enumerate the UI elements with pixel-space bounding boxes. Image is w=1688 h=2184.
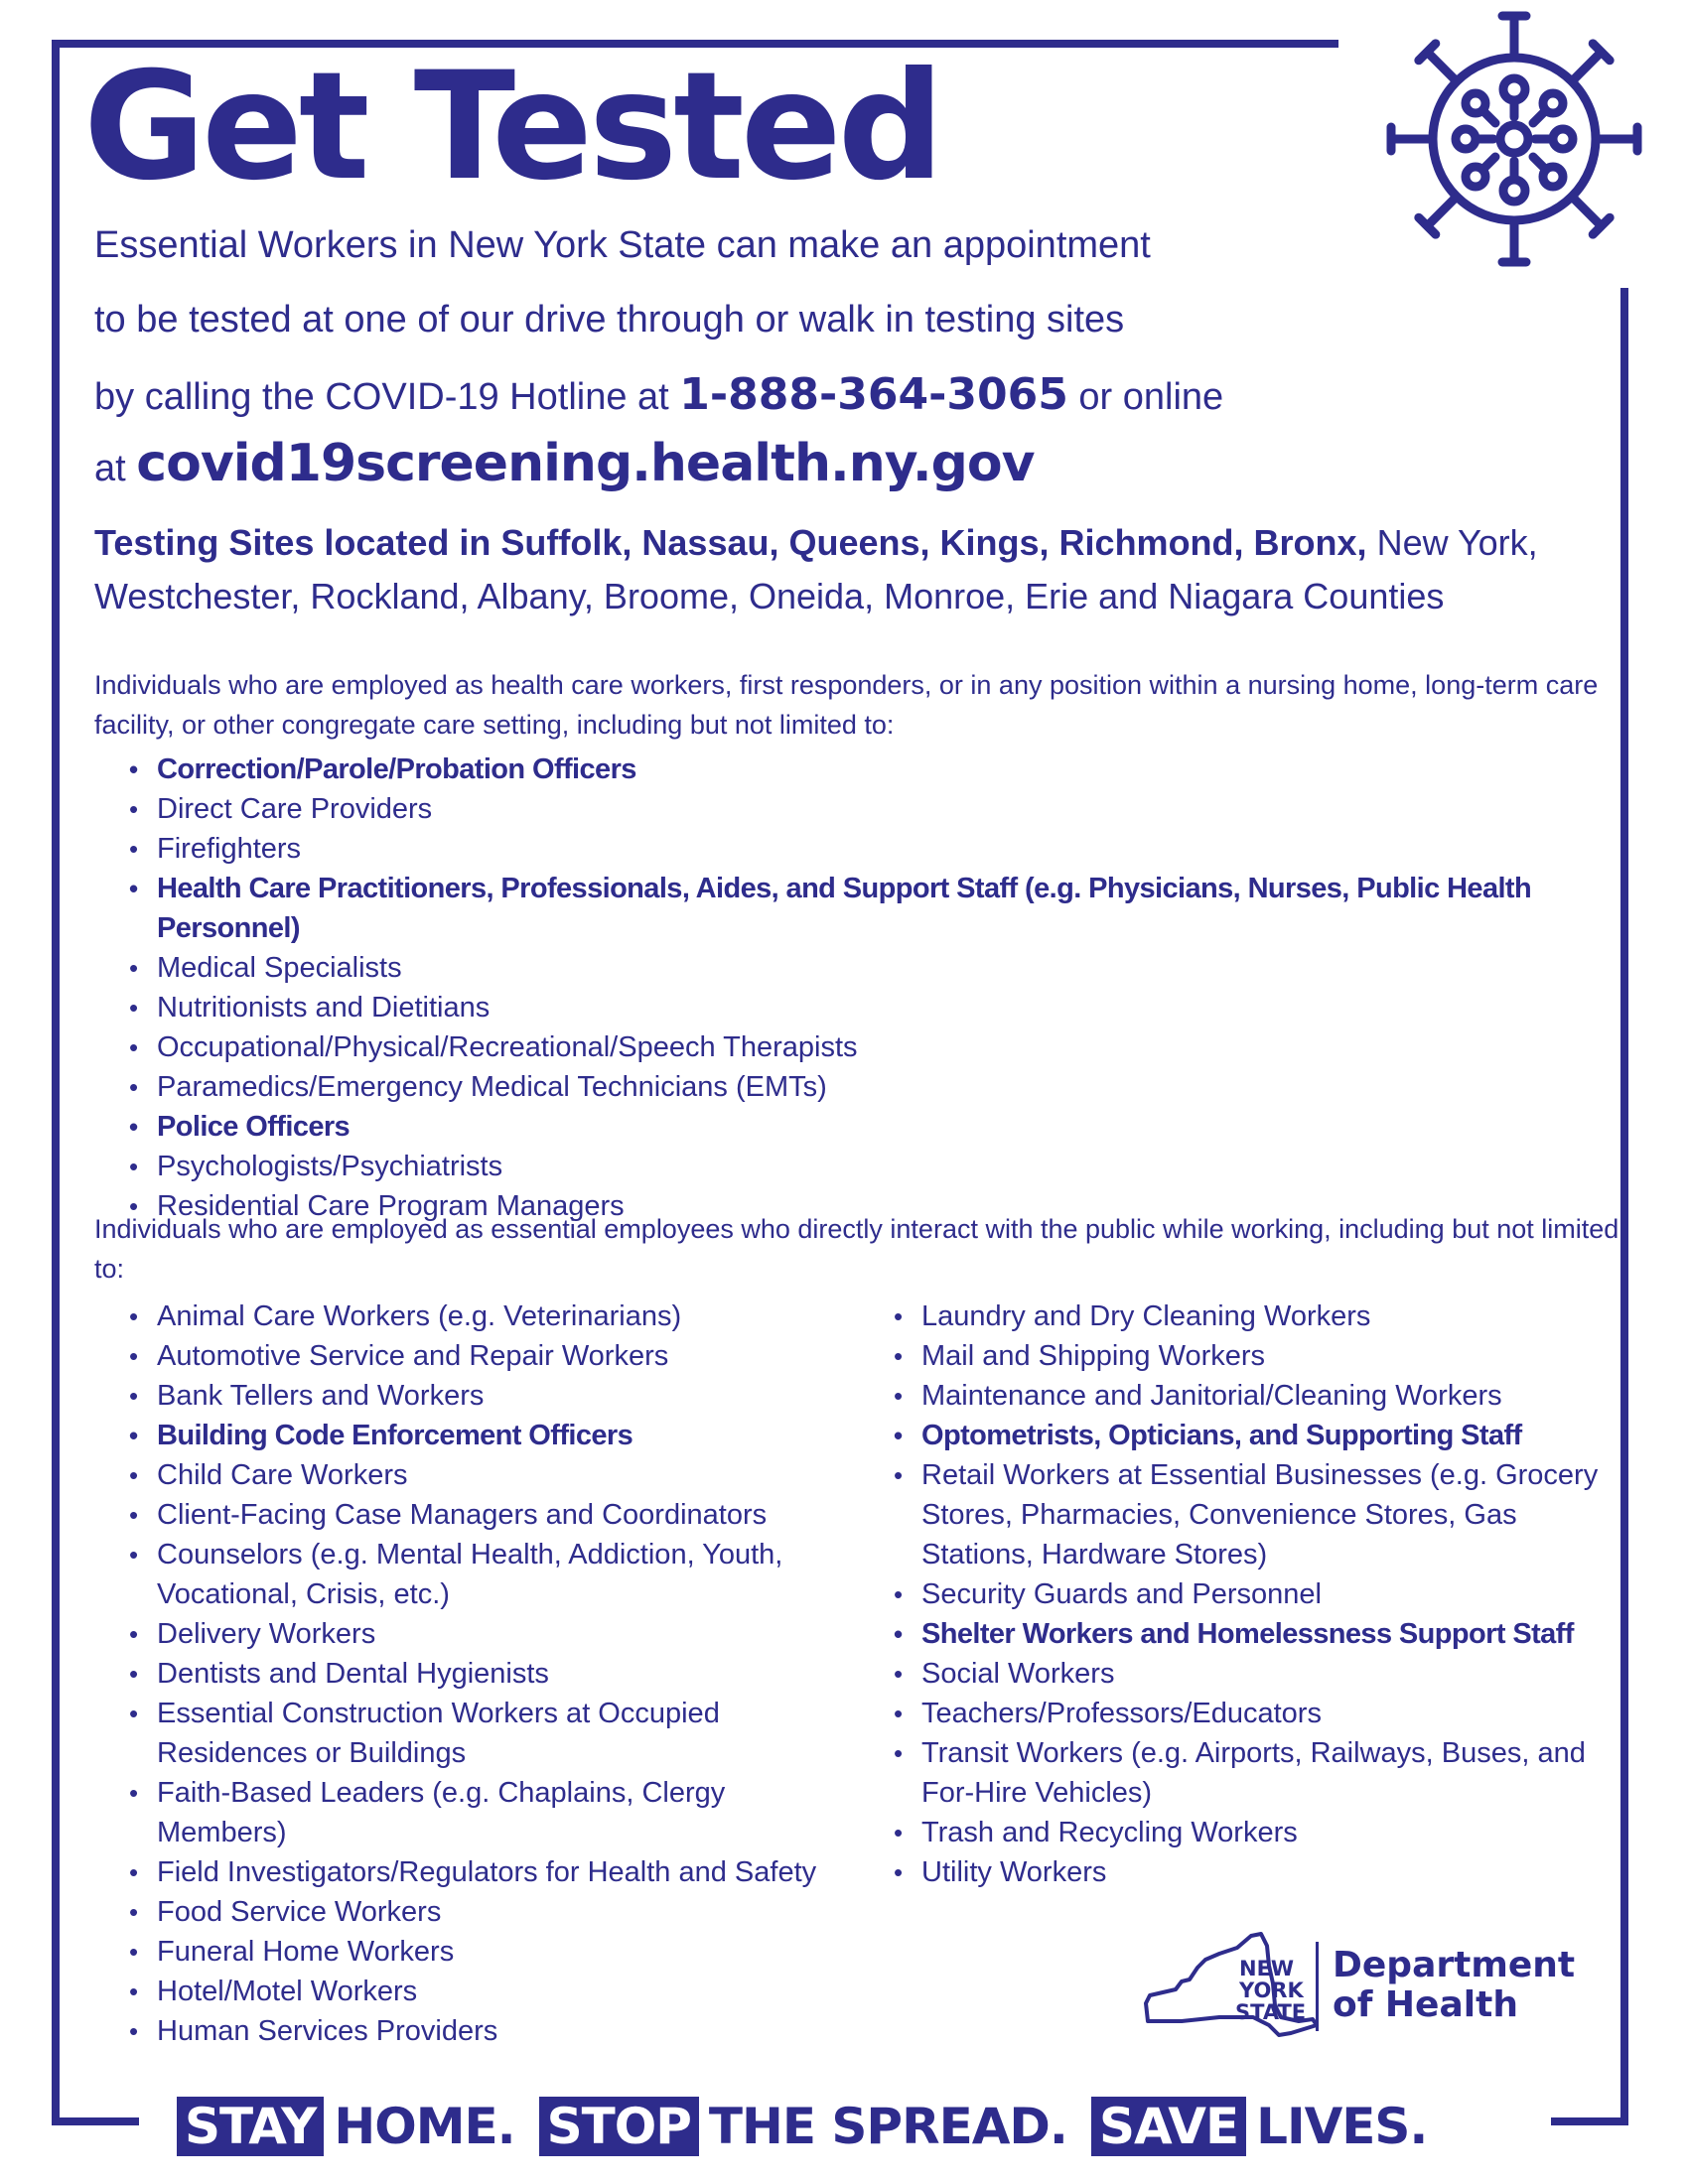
slogan-save: SAVE xyxy=(1091,2097,1246,2156)
virus-icon xyxy=(1370,0,1658,278)
intro-text: or online xyxy=(1078,376,1224,418)
list-item: • Utility Workers xyxy=(864,1852,1618,1892)
list-item: • Delivery Workers xyxy=(99,1614,824,1654)
list-item: • Transit Workers (e.g. Airports, Railways, Buses, and For-Hire Vehicles) xyxy=(864,1733,1618,1813)
list-item: • Security Guards and Personnel xyxy=(864,1574,1618,1614)
nys-word: STATE xyxy=(1235,2000,1307,2024)
list-item: • Maintenance and Janitorial/Cleaning Workers xyxy=(864,1376,1618,1416)
list-item: • Health Care Practitioners, Professionals, Aides, and Support Staff (e.g. Physicians, Nurses, Public Health Personnel) xyxy=(99,869,1648,948)
testing-sites-paragraph xyxy=(94,516,1623,623)
public-facing-workers-list-right xyxy=(864,1297,1618,1892)
list-item: • Optometrists, Opticians, and Supporting Staff xyxy=(864,1416,1618,1455)
list-item: • Residential Care Program Managers xyxy=(99,1186,1648,1226)
slogan-home: HOME. xyxy=(334,2098,515,2155)
list-item: • Bank Tellers and Workers xyxy=(99,1376,824,1416)
public-facing-workers-list-left xyxy=(99,1297,824,2051)
of-health-word: of Health xyxy=(1333,1984,1518,2025)
page-title: Get Tested xyxy=(83,41,941,213)
list-item: • Field Investigators/Regulators for Health and Safety xyxy=(99,1852,824,1892)
list-item: • Psychologists/Psychiatrists xyxy=(99,1147,1648,1186)
slogan-lives: LIVES. xyxy=(1256,2098,1428,2155)
list-item: • Human Services Providers xyxy=(99,2011,824,2051)
testing-sites-bold: Testing Sites located in Suffolk, Nassau, Queens, Kings, Richmond, Bronx, xyxy=(94,522,1367,563)
testing-sites-rest: New York, Westchester, Rockland, Albany, Broome, Oneida, Monroe, Erie and Niagara Counties xyxy=(94,522,1538,616)
list-item: • Retail Workers at Essential Businesses (e.g. Grocery Stores, Pharmacies, Convenience Stores, Gas Stations, Hardware Stores) xyxy=(864,1455,1618,1574)
intro-text: by calling the COVID-19 Hotline at xyxy=(94,376,669,418)
intro-text: at xyxy=(94,448,126,489)
list-item: • Food Service Workers xyxy=(99,1892,824,1932)
intro-line: to be tested at one of our drive through or walk in testing sites xyxy=(94,299,1125,341)
list-item: • Correction/Parole/Probation Officers xyxy=(99,750,1648,789)
slogan-stay: STAY xyxy=(177,2097,324,2156)
slogan-stop: STOP xyxy=(539,2097,699,2156)
frame-bottom-left xyxy=(52,2117,139,2125)
intro-paragraph xyxy=(94,208,1405,506)
list-item: • Paramedics/Emergency Medical Technicians (EMTs) xyxy=(99,1067,1648,1107)
list-item: • Teachers/Professors/Educators xyxy=(864,1694,1618,1733)
list-item: • Funeral Home Workers xyxy=(99,1932,824,1972)
slogan-banner xyxy=(177,2097,1441,2156)
list-item: • Child Care Workers xyxy=(99,1455,824,1495)
frame-left xyxy=(52,40,60,2124)
list-item: • Essential Construction Workers at Occupied Residences or Buildings xyxy=(99,1694,824,1773)
list-item: • Dentists and Dental Hygienists xyxy=(99,1654,824,1694)
nys-word: YORK xyxy=(1239,1979,1304,2002)
list-item: • Social Workers xyxy=(864,1654,1618,1694)
list-item: • Building Code Enforcement Officers xyxy=(99,1416,824,1455)
list-item: • Direct Care Providers xyxy=(99,789,1648,829)
frame-bottom-right xyxy=(1551,2117,1628,2125)
screening-website-link[interactable]: covid19screening.health.ny.gov xyxy=(136,434,1035,493)
list-item: • Hotel/Motel Workers xyxy=(99,1972,824,2011)
list-item: • Mail and Shipping Workers xyxy=(864,1336,1618,1376)
list-item: • Medical Specialists xyxy=(99,948,1648,988)
public-facing-workers-intro: Individuals who are employed as essential employees who directly interact with the public while working, including but not limited to: xyxy=(94,1214,1619,1284)
intro-line xyxy=(94,357,1405,435)
list-item: • Automotive Service and Repair Workers xyxy=(99,1336,824,1376)
intro-line: Essential Workers in New York State can make an appointment xyxy=(94,224,1151,266)
list-item: • Trash and Recycling Workers xyxy=(864,1813,1618,1852)
department-of-health-logo xyxy=(1142,1926,1576,2045)
list-item: • Client-Facing Case Managers and Coordinators xyxy=(99,1495,824,1535)
list-item: • Occupational/Physical/Recreational/Speech Therapists xyxy=(99,1027,1648,1067)
list-item: • Laundry and Dry Cleaning Workers xyxy=(864,1297,1618,1336)
department-word: Department xyxy=(1333,1945,1576,1985)
health-care-workers-intro: Individuals who are employed as health care workers, first responders, or in any position within a nursing home, long-term care facility, or other congregate care setting, including but not limited to: xyxy=(94,670,1599,740)
list-item: • Faith-Based Leaders (e.g. Chaplains, Clergy Members) xyxy=(99,1773,824,1852)
list-item: • Police Officers xyxy=(99,1107,1648,1147)
hotline-phone-number[interactable]: 1-888-364-3065 xyxy=(679,369,1068,420)
list-item: • Firefighters xyxy=(99,829,1648,869)
slogan-the-spread: THE SPREAD. xyxy=(708,2098,1067,2155)
intro-line xyxy=(94,427,1405,506)
list-item: • Counselors (e.g. Mental Health, Addiction, Youth, Vocational, Crisis, etc.) xyxy=(99,1535,824,1614)
health-care-workers-list xyxy=(99,750,1648,1226)
list-item: • Animal Care Workers (e.g. Veterinarians) xyxy=(99,1297,824,1336)
list-item: • Nutritionists and Dietitians xyxy=(99,988,1648,1027)
nys-word: NEW xyxy=(1239,1957,1295,1980)
logo-divider xyxy=(1316,1942,1319,2031)
list-item: • Shelter Workers and Homelessness Support Staff xyxy=(864,1614,1618,1654)
